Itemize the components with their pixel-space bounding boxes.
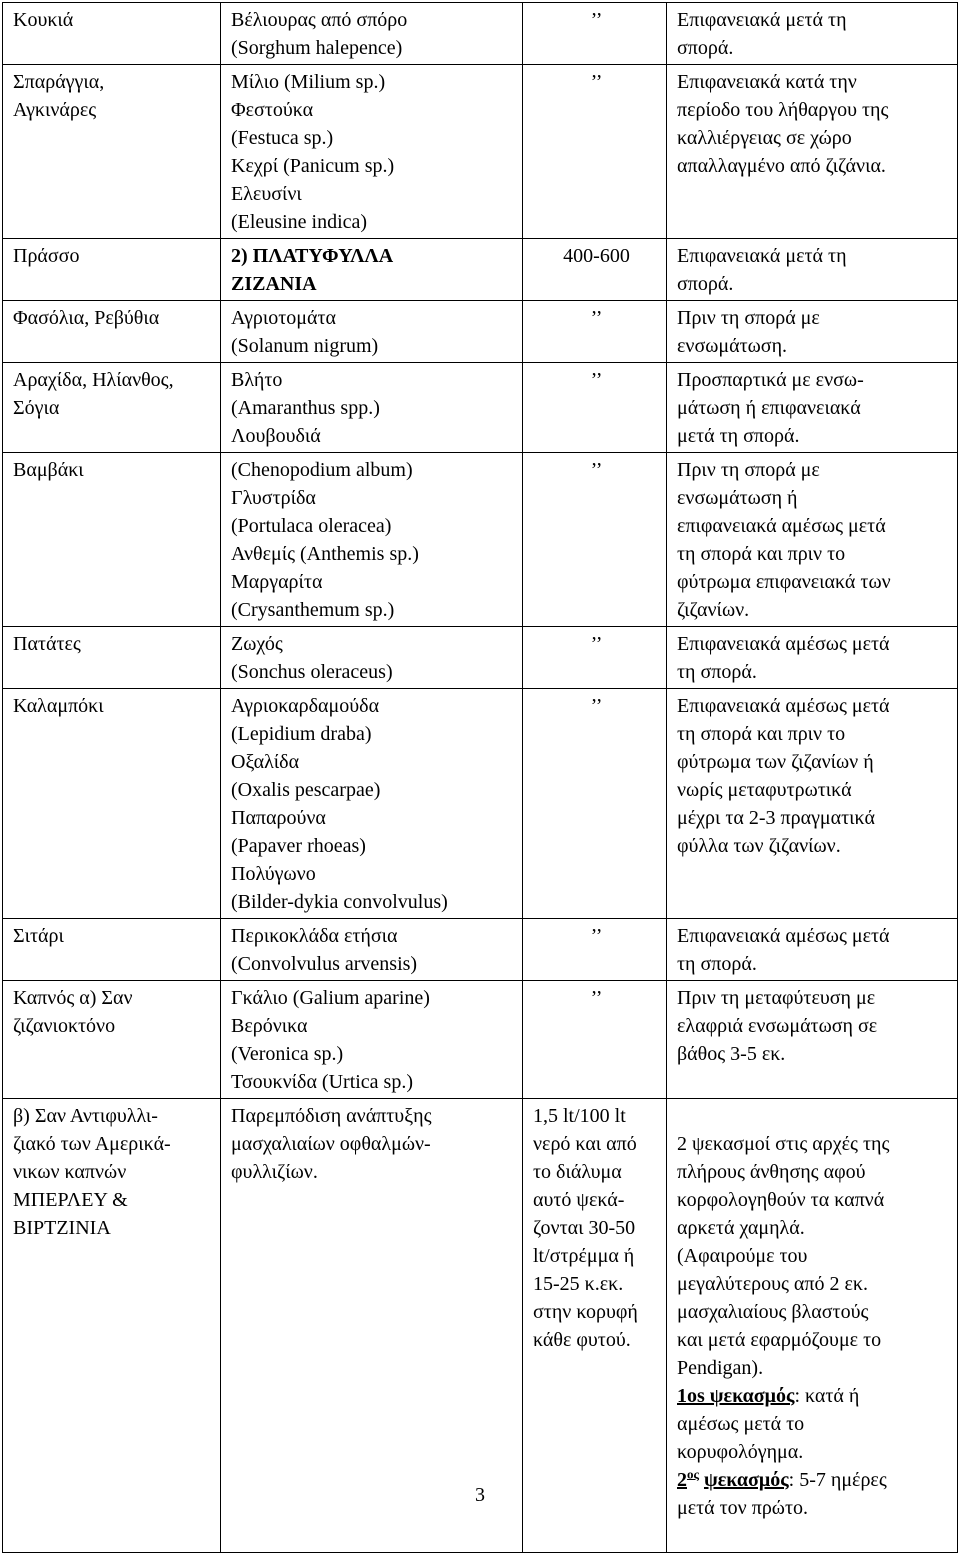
crop-cell: Φασόλια, Ρεβύθια	[3, 301, 221, 363]
weeds-cell: Αγριοτομάτα (Solanum nigrum)	[221, 301, 523, 363]
dose-cell: ’’	[523, 363, 667, 453]
crop-cell: Πράσσο	[3, 239, 221, 301]
second-spray-label: ψεκασμός	[703, 1469, 789, 1491]
weeds-cell: Παρεμπόδιση ανάπτυξης μασχαλιαίων οφθαλμών- φυλλιζίων.	[221, 1099, 523, 1553]
crop-cell: Βαμβάκι	[3, 453, 221, 627]
dose-cell: ’’	[523, 689, 667, 919]
crop-cell: Καλαμπόκι	[3, 689, 221, 919]
application-cell: Επιφανειακά αμέσως μετά τη σπορά και πριν το φύτρωμα των ζιζανίων ή νωρίς μεταφυτρωτικά μέχρι τα 2-3 πραγματικά φύλλα των ζιζανίων.	[667, 689, 958, 919]
second-spray-superscript: ος	[687, 1466, 699, 1482]
application-cell: Επιφανειακά μετά τη σπορά.	[667, 239, 958, 301]
table-row	[3, 627, 958, 689]
dose-cell: ’’	[523, 453, 667, 627]
application-text: 2 ψεκασμοί στις αρχές της πλήρους άνθησης αφού κορφολογηθούν τα καπνά αρκετά χαμηλά. (Αφαιρούμε του μεγαλύτερους από 2 εκ. μασχαλιαίους βλαστούς και μετά εφαρμόζουμε το Pendigan).	[677, 1133, 890, 1379]
application-cell: Προσπαρτικά με ενσω- μάτωση ή επιφανειακά μετά τη σπορά.	[667, 363, 958, 453]
weeds-cell: Ζωχός (Sonchus oleraceus)	[221, 627, 523, 689]
dose-cell: ’’	[523, 627, 667, 689]
dose-cell: 1,5 lt/100 lt νερό και από το διάλυμα αυτό ψεκά- ζονται 30-50 lt/στρέμμα ή 15-25 κ.εκ. στην κορυφή κάθε φυτού.	[523, 1099, 667, 1553]
application-cell: Επιφανειακά κατά την περίοδο του λήθαργου της καλλιέργειας σε χώρο απαλλαγμένο από ζιζάνια.	[667, 65, 958, 239]
weeds-cell: Περικοκλάδα ετήσια (Convolvulus arvensis)	[221, 919, 523, 981]
page-number: 3	[475, 1484, 485, 1506]
crop-cell: Σπαράγγια, Αγκινάρες	[3, 65, 221, 239]
dose-cell: ’’	[523, 3, 667, 65]
dose-cell: 400-600	[523, 239, 667, 301]
dose-cell: ’’	[523, 919, 667, 981]
application-cell: Επιφανειακά μετά τη σπορά.	[667, 3, 958, 65]
crop-name: Καπνός	[13, 987, 75, 1009]
second-spray-number: 2	[677, 1469, 687, 1491]
crop-name: β) Σαν Αντιφυλλι- ζιακό των Αμερικά- νικων καπνών ΜΠΕΡΛΕΥ & ΒΙΡΤΖΙΝΙΑ	[13, 1105, 171, 1239]
table-row	[3, 363, 958, 453]
table-row	[3, 689, 958, 919]
table-row	[3, 301, 958, 363]
weeds-cell: 2) ΠΛΑΤΥΦΥΛΛΑ ΖΙΖΑΝΙΑ	[221, 239, 523, 301]
application-cell: Πριν τη σπορά με ενσωμάτωση ή επιφανειακά αμέσως μετά τη σπορά και πριν το φύτρωμα επιφανειακά των ζιζανίων.	[667, 453, 958, 627]
weeds-cell: Μίλιο (Milium sp.) Φεστούκα (Festuca sp.) Κεχρί (Panicum sp.) Ελευσίνι (Eleusine indica)	[221, 65, 523, 239]
table-row	[3, 3, 958, 65]
application-cell: Επιφανειακά αμέσως μετά τη σπορά.	[667, 919, 958, 981]
weeds-cell: Βέλιουρας από σπόρο (Sorghum halepence)	[221, 3, 523, 65]
crop-cell: Σιτάρι	[3, 919, 221, 981]
dose-cell: ’’	[523, 301, 667, 363]
crop-subtitle: α) Σαν ζιζανιοκτόνο	[13, 987, 133, 1037]
crop-cell	[3, 981, 221, 1099]
table-row	[3, 453, 958, 627]
dose-cell: ’’	[523, 65, 667, 239]
crop-cell: Κουκιά	[3, 3, 221, 65]
crop-cell: Πατάτες	[3, 627, 221, 689]
weeds-cell: (Chenopodium album) Γλυστρίδα (Portulaca oleracea) Ανθεμίς (Anthemis sp.) Μαργαρίτα (Crysanthemum sp.)	[221, 453, 523, 627]
weeds-cell: Βλήτο (Amaranthus spp.) Λουβουδιά	[221, 363, 523, 453]
table-row	[3, 65, 958, 239]
table-row	[3, 919, 958, 981]
first-spray-text: : κατά ή αμέσως μετά το κορυφολόγημα.	[677, 1385, 860, 1463]
first-spray-label: 1os ψεκασμός	[677, 1385, 795, 1407]
application-cell: Πριν τη σπορά με ενσωμάτωση.	[667, 301, 958, 363]
second-spray-text: : 5-7 ημέρες μετά τον πρώτο.	[677, 1469, 887, 1519]
table-row	[3, 981, 958, 1099]
weed-control-table	[2, 2, 958, 1553]
dose-cell: ’’	[523, 981, 667, 1099]
weeds-cell: Αγριοκαρδαμούδα (Lepidium draba) Οξαλίδα (Oxalis pescarpae) Παπαρούνα (Papaver rhoeas) Πολύγωνο (Bilder-dykia convolvulus)	[221, 689, 523, 919]
application-cell: Πριν τη μεταφύτευση με ελαφριά ενσωμάτωση σε βάθος 3-5 εκ.	[667, 981, 958, 1099]
crop-cell: Αραχίδα, Ηλίανθος, Σόγια	[3, 363, 221, 453]
table-row	[3, 239, 958, 301]
weeds-cell: Γκάλιο (Galium aparine) Βερόνικα (Veronica sp.) Τσουκνίδα (Urtica sp.)	[221, 981, 523, 1099]
application-cell: Επιφανειακά αμέσως μετά τη σπορά.	[667, 627, 958, 689]
